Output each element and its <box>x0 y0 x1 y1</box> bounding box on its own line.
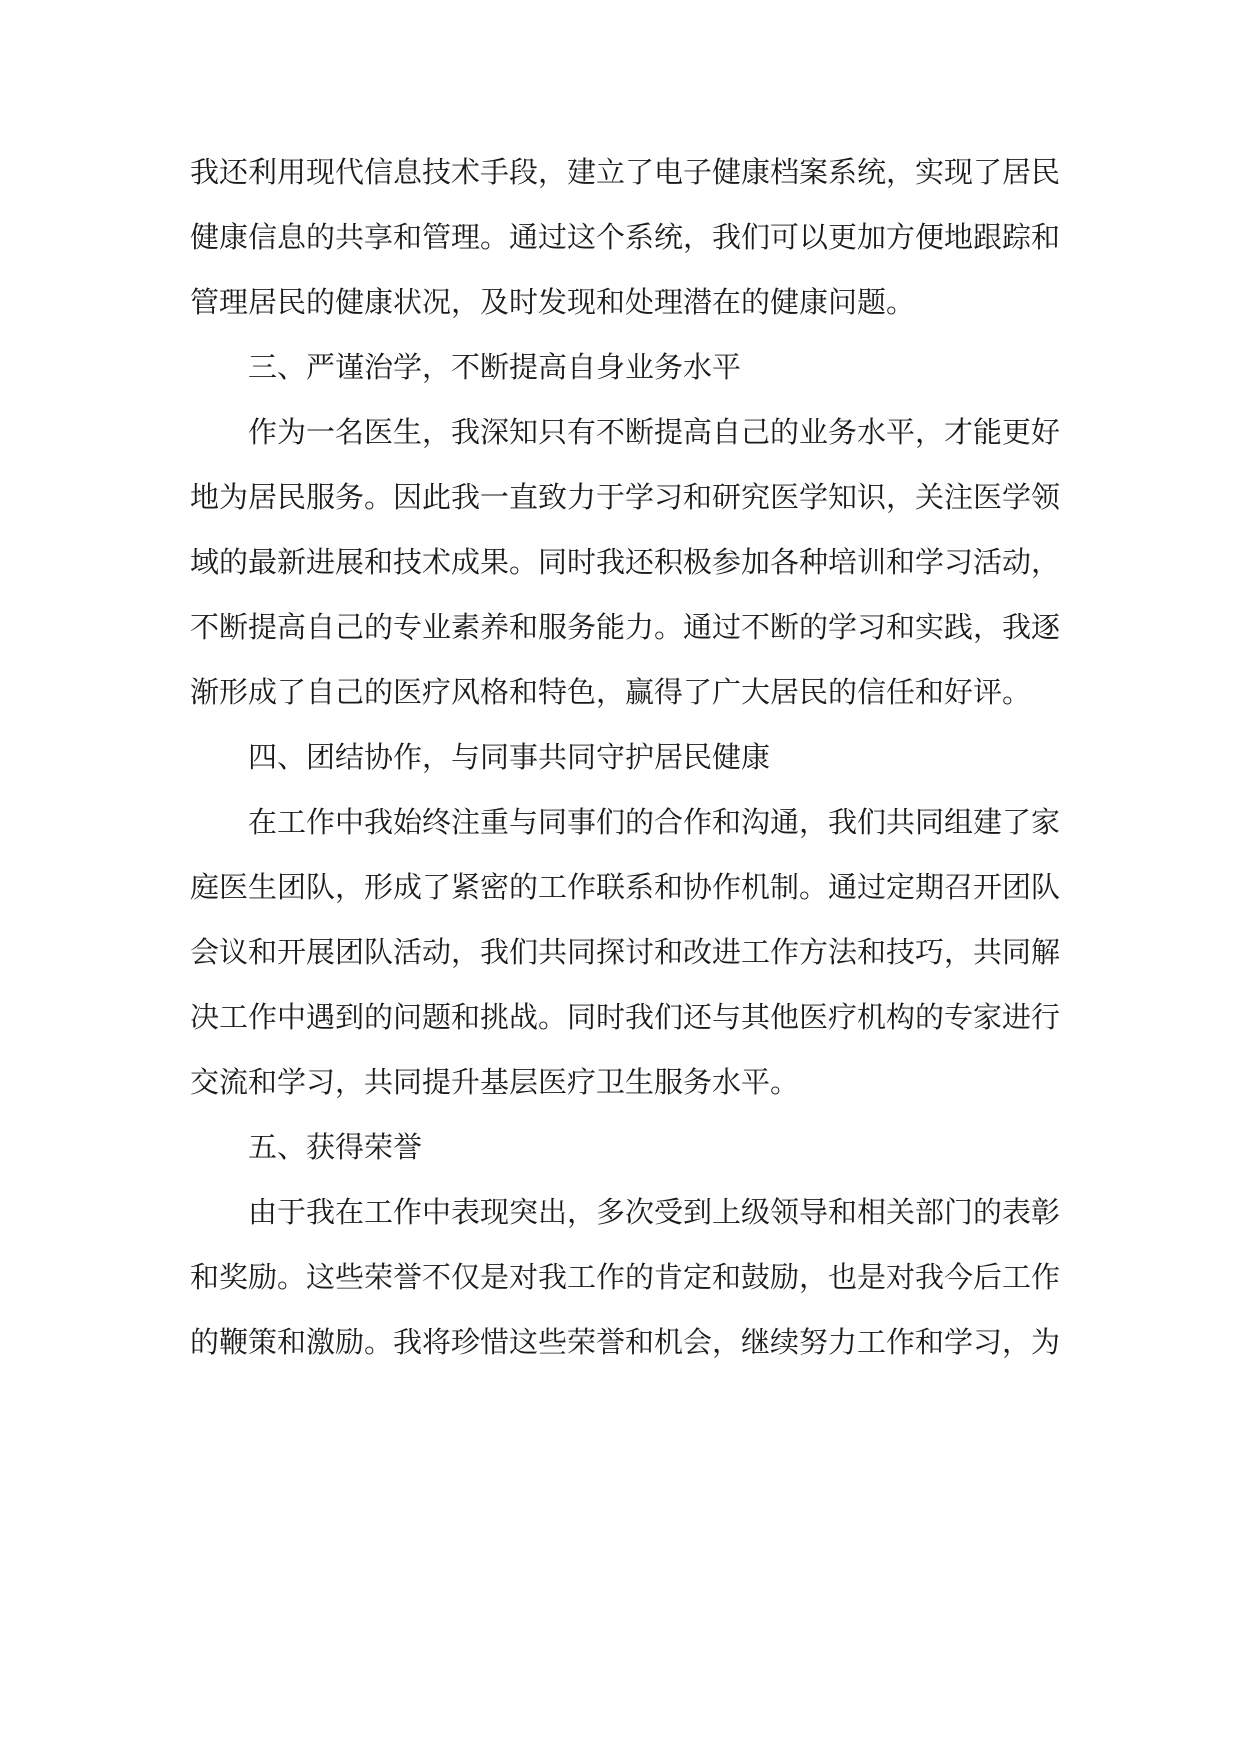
document-body <box>190 140 1061 1375</box>
section-heading-3: 三、严谨治学，不断提高自身业务水平 <box>248 350 742 384</box>
text-line: 健康信息的共享和管理。通过这个系统，我们可以更加方便地跟踪和 <box>190 220 1061 254</box>
text-line: 会议和开展团队活动，我们共同探讨和改进工作方法和技巧，共同解 <box>190 935 1061 969</box>
text-line: 不断提高自己的专业素养和服务能力。通过不断的学习和实践，我逐 <box>190 610 1061 644</box>
paragraph-section-5 <box>190 1180 1061 1375</box>
section-heading-4: 四、团结协作，与同事共同守护居民健康 <box>248 740 771 774</box>
text-line: 决工作中遇到的问题和挑战。同时我们还与其他医疗机构的专家进行 <box>190 1000 1061 1034</box>
text-line: 渐形成了自己的医疗风格和特色，赢得了广大居民的信任和好评。 <box>190 675 1032 709</box>
text-line: 在工作中我始终注重与同事们的合作和沟通，我们共同组建了家 <box>248 805 1061 839</box>
text-line: 庭医生团队，形成了紧密的工作联系和协作机制。通过定期召开团队 <box>190 870 1061 904</box>
text-line: 我还利用现代信息技术手段，建立了电子健康档案系统，实现了居民 <box>190 155 1061 189</box>
paragraph-section-4 <box>190 790 1061 1115</box>
text-line: 域的最新进展和技术成果。同时我还积极参加各种培训和学习活动， <box>190 545 1061 579</box>
paragraph-intro <box>190 140 1061 335</box>
paragraph-section-3 <box>190 400 1061 725</box>
text-line: 作为一名医生，我深知只有不断提高自己的业务水平，才能更好 <box>248 415 1061 449</box>
text-line: 地为居民服务。因此我一直致力于学习和研究医学知识，关注医学领 <box>190 480 1061 514</box>
text-line: 的鞭策和激励。我将珍惜这些荣誉和机会，继续努力工作和学习，为 <box>190 1325 1061 1359</box>
text-line: 由于我在工作中表现突出，多次受到上级领导和相关部门的表彰 <box>248 1195 1061 1229</box>
text-line: 和奖励。这些荣誉不仅是对我工作的肯定和鼓励，也是对我今后工作 <box>190 1260 1061 1294</box>
text-line: 管理居民的健康状况，及时发现和处理潜在的健康问题。 <box>190 285 916 319</box>
text-line: 交流和学习，共同提升基层医疗卫生服务水平。 <box>190 1065 800 1099</box>
section-heading-5: 五、获得荣誉 <box>248 1130 423 1164</box>
